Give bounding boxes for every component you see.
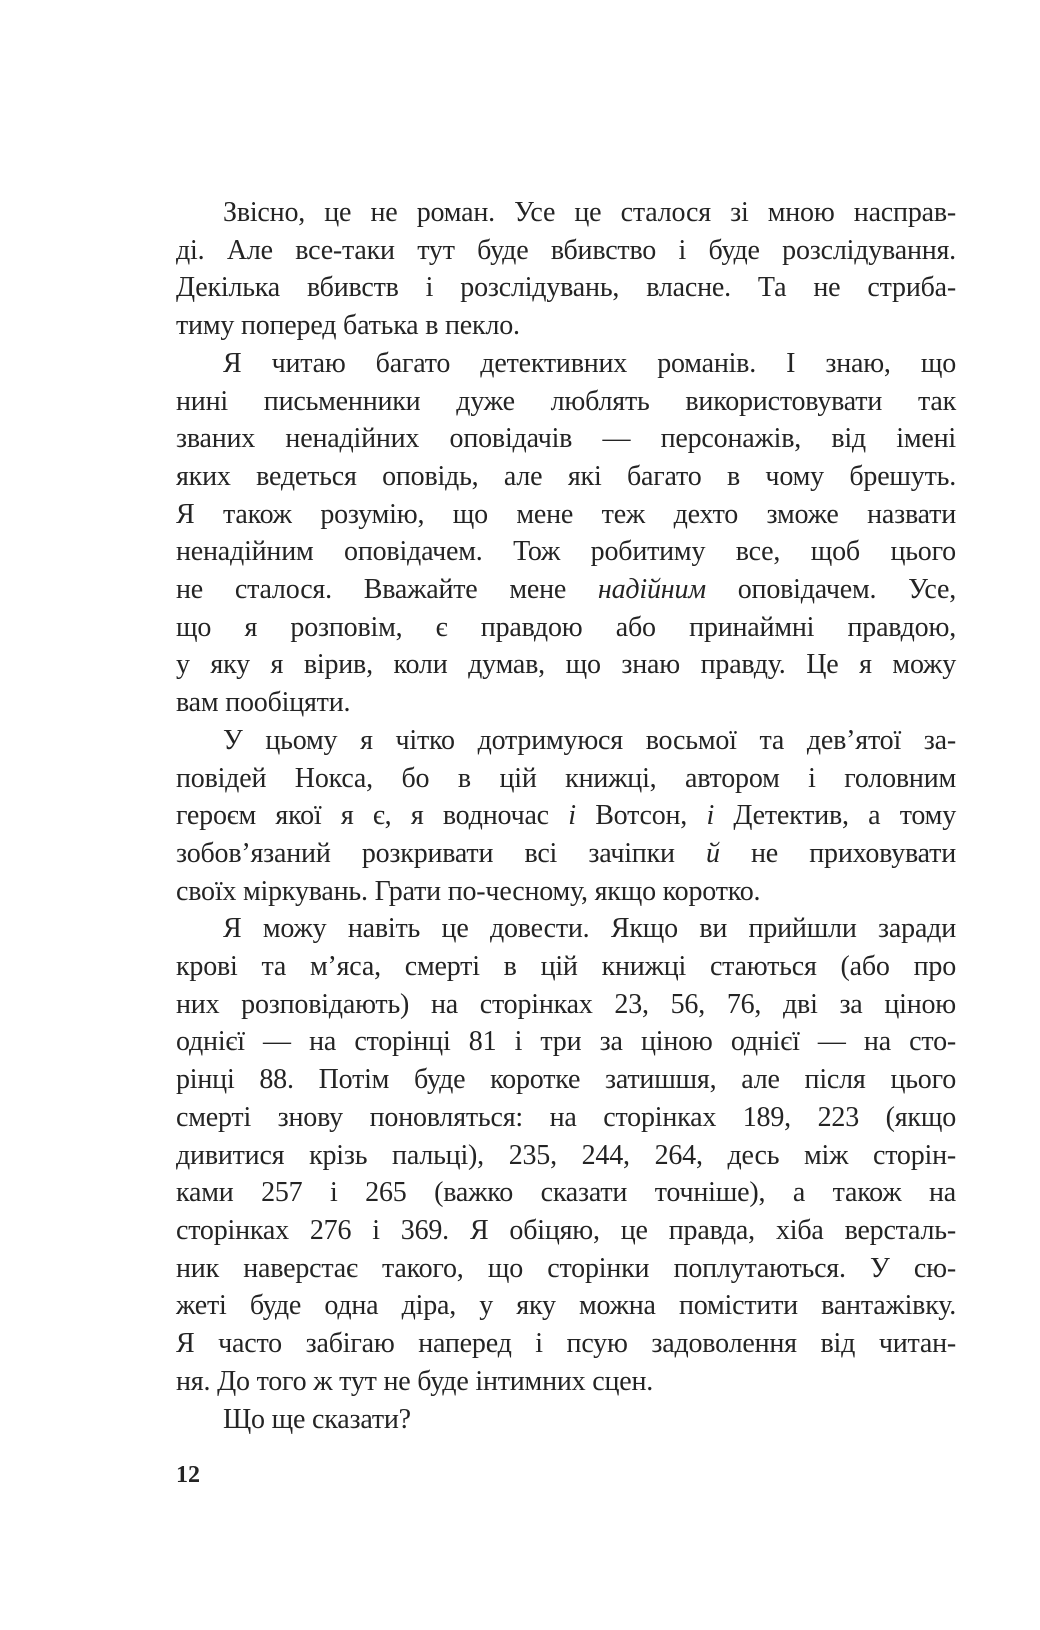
text-line [176, 986, 956, 1024]
italic-text: надійним [597, 574, 706, 606]
text-segment: Декілька вбивств і розслідувань, власне. Та не стриба- [176, 272, 956, 304]
text-line [176, 1325, 956, 1363]
paragraph [176, 345, 956, 722]
text-segment: них розповідають) на сторінках 23, 56, 76, дві за ціною [176, 988, 956, 1020]
text-segment: Детектив, а тому [714, 800, 957, 832]
text-line [176, 835, 956, 873]
text-line [176, 1250, 956, 1288]
text-line [176, 1023, 956, 1061]
text-segment: ками 257 і 265 (важко сказати точніше), а також на [176, 1177, 956, 1209]
text-line [176, 722, 956, 760]
text-line [176, 1212, 956, 1250]
text-line [176, 1287, 956, 1325]
text-segment: ді. Але все-таки тут буде вбивство і буде розслідування. [176, 234, 956, 266]
italic-text: й [705, 837, 720, 869]
text-segment: оповідачем. Усе, [705, 574, 956, 606]
text-line [176, 1061, 956, 1099]
page-number: 12 [176, 1462, 200, 1488]
italic-text: і [568, 800, 576, 832]
text-segment: ненадійним оповідачем. Тож робитиму все, щоб цього [176, 536, 956, 568]
text-segment: дивитися крізь пальці), 235, 244, 264, десь між сторін- [176, 1139, 956, 1171]
text-segment: тиму поперед батька в пекло. [176, 310, 520, 342]
text-segment: нині письменники дуже люблять використовувати так [176, 385, 956, 417]
text-line [176, 533, 956, 571]
text-line [176, 269, 956, 307]
text-segment: сторінках 276 і 369. Я обіцяю, це правда, хіба версталь- [176, 1214, 956, 1246]
text-segment: Вотсон, [575, 800, 707, 832]
text-segment: Я можу навіть це довести. Якщо ви прийшли заради [223, 913, 956, 945]
text-segment: зобов’язаний розкривати всі зачіпки [176, 837, 706, 869]
text-segment: ник наверстає такого, що сторінки поплутаються. У сю- [176, 1252, 956, 1284]
text-segment: Звісно, це не роман. Усе це сталося зі мною насправ- [223, 197, 956, 228]
text-line [176, 948, 956, 986]
text-segment: що я розповім, є правдою або принаймні правдою, [176, 611, 956, 643]
text-line [176, 873, 956, 911]
text-segment: Що ще сказати? [223, 1403, 411, 1435]
text-line [176, 1099, 956, 1137]
paragraph [176, 722, 956, 911]
text-line [176, 1137, 956, 1175]
text-line [176, 458, 956, 496]
text-segment: яких ведеться оповідь, але які багато в чому брешуть. [176, 460, 956, 492]
text-segment: не приховувати [719, 837, 956, 869]
text-segment: не сталося. Вважайте мене [176, 574, 598, 606]
text-segment: однієї — на сторінці 81 і три за ціною однієї — на сто- [176, 1026, 956, 1058]
text-segment: Я також розумію, що мене теж дехто зможе назвати [176, 498, 956, 530]
text-line [176, 307, 956, 345]
text-line [176, 194, 956, 232]
text-segment: героєм якої я є, я водночас [176, 800, 569, 832]
text-segment: повідей Нокса, бо в цій книжці, автором і головним [176, 762, 956, 794]
text-segment: жеті буде одна діра, у яку можна помістити вантажівку. [176, 1290, 956, 1322]
text-line [176, 760, 956, 798]
text-segment: своїх міркувань. Грати по-чесному, якщо коротко. [176, 875, 761, 907]
text-segment: У цьому я чітко дотримуюся восьмої та дев’ятої за- [223, 724, 956, 756]
paragraph [176, 910, 956, 1400]
text-line [176, 1363, 956, 1401]
text-segment: Я часто забігаю наперед і псую задоволення від читан- [176, 1328, 956, 1360]
text-line [176, 571, 956, 609]
text-segment: рінці 88. Потім буде коротке затишшя, але після цього [176, 1064, 956, 1096]
text-line [176, 232, 956, 270]
text-segment: крові та м’яса, смерті в цій книжці стаються (або про [176, 951, 956, 983]
text-segment: смерті знову поновляться: на сторінках 189, 223 (якщо [176, 1101, 956, 1133]
italic-text: і [706, 800, 715, 832]
text-line [176, 345, 956, 383]
text-line [176, 609, 956, 647]
paragraph [176, 1401, 956, 1439]
text-line [176, 1174, 956, 1212]
text-line [176, 684, 956, 722]
text-segment: вам пообіцяти. [176, 687, 351, 719]
text-block [176, 194, 956, 1438]
text-line [176, 496, 956, 534]
text-segment: Я читаю багато детективних романів. І знаю, що [223, 347, 956, 379]
text-line [176, 420, 956, 458]
text-line [176, 1401, 956, 1439]
text-line [176, 646, 956, 684]
text-segment: званих ненадійних оповідачів — персонажів, від імені [176, 423, 956, 455]
text-segment: ня. До того ж тут не буде інтимних сцен. [176, 1365, 654, 1397]
text-segment: у яку я вірив, коли думав, що знаю правду. Це я можу [176, 649, 956, 681]
text-line [176, 797, 956, 835]
text-line [176, 910, 956, 948]
text-line [176, 383, 956, 421]
paragraph [176, 194, 956, 345]
